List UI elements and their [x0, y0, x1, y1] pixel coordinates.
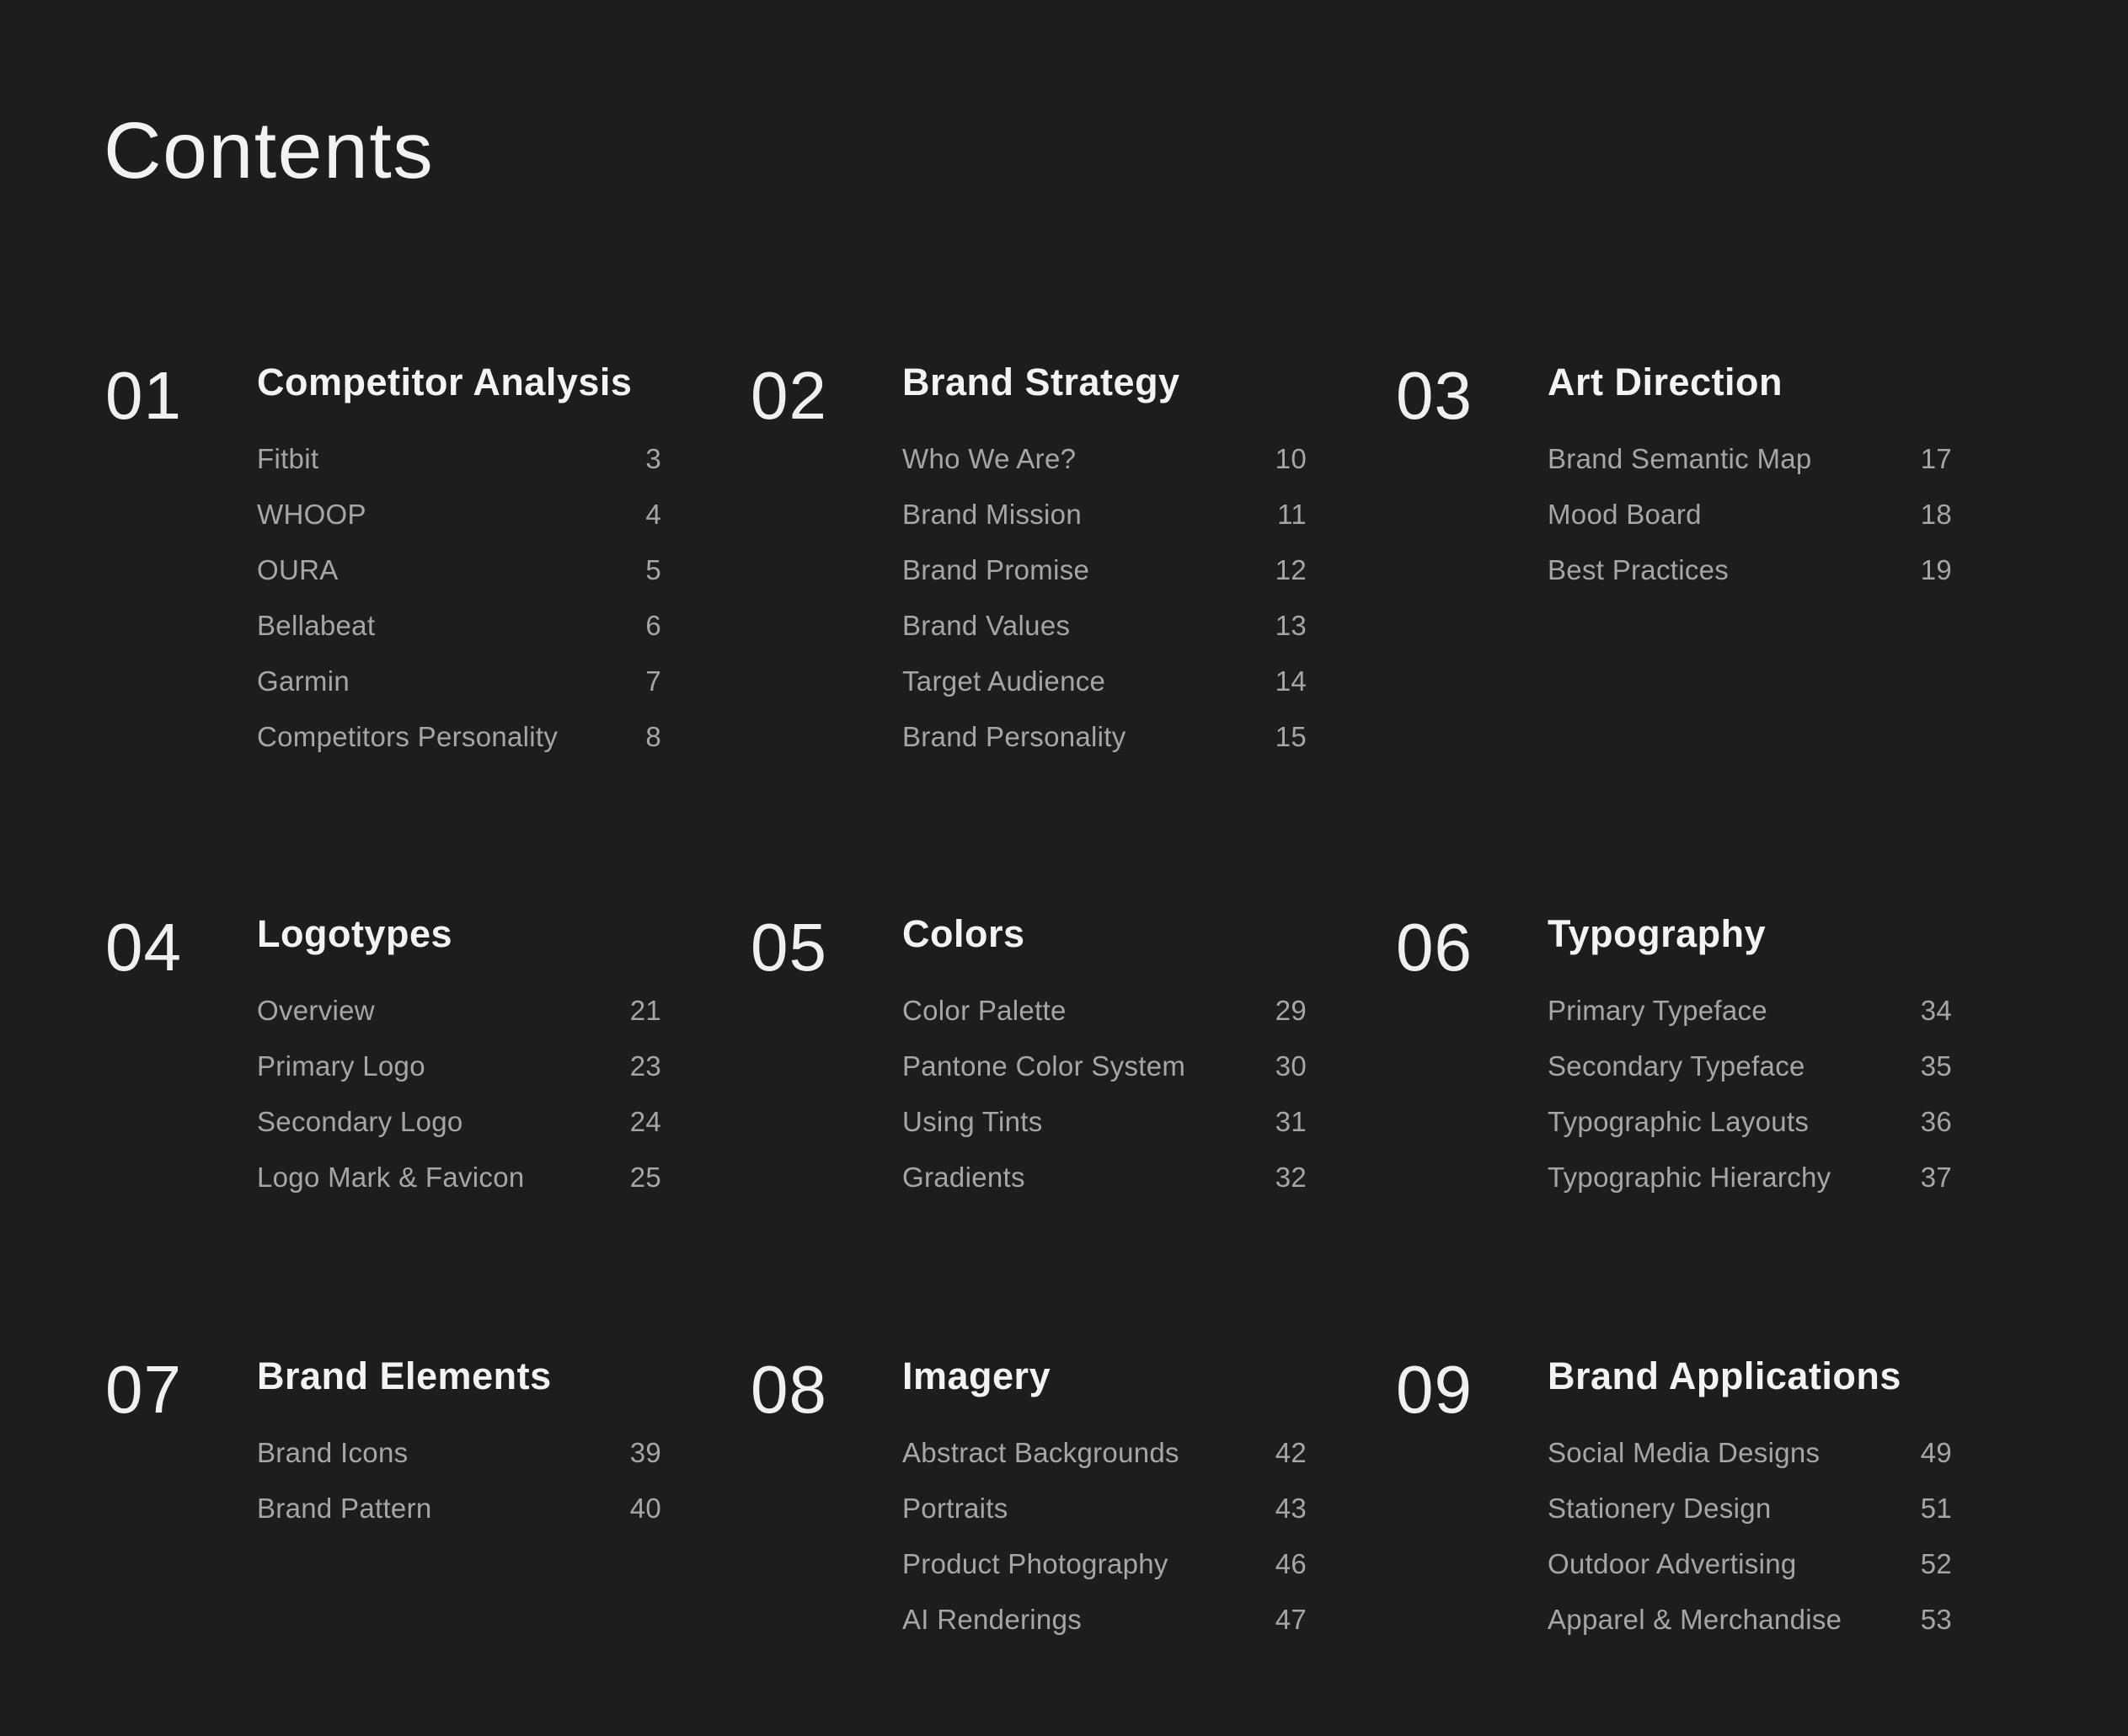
section-body	[257, 1356, 661, 1536]
toc-entry-label: Fitbit	[257, 443, 319, 474]
toc-entry[interactable]	[902, 542, 1307, 598]
toc-entry-label: Brand Icons	[257, 1437, 409, 1468]
toc-entry-page: 11	[1277, 499, 1307, 530]
section-number: 09	[1396, 1352, 1473, 1427]
toc-entry-label: Best Practices	[1548, 554, 1730, 585]
toc-entry-page: 23	[629, 1050, 661, 1082]
toc-entry-page: 51	[1920, 1493, 1952, 1524]
toc-entry-label: Garmin	[257, 665, 350, 697]
toc-entry-label: Brand Values	[902, 610, 1071, 641]
toc-section	[1396, 910, 2041, 1356]
toc-entry[interactable]	[902, 431, 1307, 487]
page-title: Contents	[104, 106, 435, 195]
toc-entry[interactable]	[902, 1481, 1307, 1536]
toc-entry-label: Primary Typeface	[1548, 995, 1767, 1026]
toc-entry-label: Outdoor Advertising	[1548, 1548, 1797, 1579]
toc-section	[105, 358, 751, 914]
toc-section	[751, 358, 1396, 914]
toc-entry-label: Brand Mission	[902, 499, 1082, 530]
toc-entry-page: 5	[645, 554, 661, 585]
section-item-list	[1548, 431, 1952, 598]
toc-entry-label: Gradients	[902, 1162, 1025, 1193]
toc-entry-page: 13	[1275, 610, 1307, 641]
toc-entry[interactable]	[257, 654, 661, 709]
toc-entry-label: Portraits	[902, 1493, 1008, 1524]
toc-entry[interactable]	[1548, 542, 1952, 598]
toc-entry-label: Social Media Designs	[1548, 1437, 1821, 1468]
toc-entry[interactable]	[257, 542, 661, 598]
section-number: 07	[105, 1352, 182, 1427]
toc-entry-label: Competitors Personality	[257, 721, 559, 752]
toc-entry[interactable]	[257, 709, 661, 765]
toc-entry[interactable]	[1548, 1425, 1952, 1481]
toc-entry-label: Using Tints	[902, 1106, 1043, 1137]
toc-entry-label: Mood Board	[1548, 499, 1702, 530]
toc-entry[interactable]	[257, 598, 661, 654]
toc-entry-page: 43	[1275, 1493, 1307, 1524]
toc-entry[interactable]	[902, 709, 1307, 765]
toc-entry[interactable]	[1548, 1039, 1952, 1094]
toc-entry[interactable]	[257, 487, 661, 542]
toc-entry[interactable]	[1548, 487, 1952, 542]
toc-section	[751, 1352, 1396, 1648]
toc-entry-label: Pantone Color System	[902, 1050, 1186, 1082]
toc-entry-label: Brand Semantic Map	[1548, 443, 1812, 474]
toc-entry[interactable]	[902, 983, 1307, 1039]
toc-entry[interactable]	[902, 487, 1307, 542]
toc-entry-page: 21	[629, 995, 661, 1026]
toc-entry[interactable]	[257, 1039, 661, 1094]
toc-entry-label: Logo Mark & Favicon	[257, 1162, 525, 1193]
toc-entry-page: 24	[629, 1106, 661, 1137]
toc-entry-label: WHOOP	[257, 499, 366, 530]
toc-entry-label: Apparel & Merchandise	[1548, 1604, 1842, 1635]
toc-entry[interactable]	[257, 431, 661, 487]
section-title: Typography	[1548, 912, 1767, 955]
section-number: 03	[1396, 358, 1473, 433]
toc-entry-label: Brand Promise	[902, 554, 1090, 585]
toc-entry-page: 40	[629, 1493, 661, 1524]
toc-entry-label: Typographic Layouts	[1548, 1106, 1810, 1137]
section-item-list	[257, 431, 661, 765]
section-item-list	[902, 1425, 1307, 1648]
section-title: Colors	[902, 912, 1025, 955]
toc-entry[interactable]	[902, 1150, 1307, 1205]
toc-entry[interactable]	[257, 1150, 661, 1205]
toc-entry-page: 25	[629, 1162, 661, 1193]
toc-entry[interactable]	[902, 1094, 1307, 1150]
toc-entry-page: 31	[1275, 1106, 1307, 1137]
section-number: 06	[1396, 910, 1473, 985]
section-title: Competitor Analysis	[257, 361, 633, 403]
toc-entry-page: 12	[1275, 554, 1307, 585]
toc-entry-page: 4	[645, 499, 661, 530]
section-number: 05	[751, 910, 827, 985]
section-body	[902, 1356, 1307, 1648]
toc-entry-page: 46	[1275, 1548, 1307, 1579]
section-body	[902, 362, 1307, 765]
toc-entry-label: Abstract Backgrounds	[902, 1437, 1179, 1468]
toc-entry[interactable]	[257, 983, 661, 1039]
toc-entry-label: Product Photography	[902, 1548, 1168, 1579]
toc-entry[interactable]	[257, 1481, 661, 1536]
toc-entry-label: Who We Are?	[902, 443, 1077, 474]
toc-entry-label: Secondary Logo	[257, 1106, 463, 1137]
toc-entry[interactable]	[902, 1536, 1307, 1592]
section-item-list	[257, 983, 661, 1205]
toc-entry-page: 52	[1920, 1548, 1952, 1579]
toc-entry-page: 10	[1275, 443, 1307, 474]
section-title: Logotypes	[257, 912, 453, 955]
toc-entry[interactable]	[902, 598, 1307, 654]
section-body	[1548, 1356, 1952, 1648]
toc-entry[interactable]	[1548, 431, 1952, 487]
toc-entry-page: 34	[1920, 995, 1952, 1026]
toc-section	[105, 910, 751, 1356]
toc-entry[interactable]	[1548, 1094, 1952, 1150]
section-title: Brand Applications	[1548, 1354, 1901, 1397]
toc-entry-page: 47	[1275, 1604, 1307, 1635]
toc-entry-label: Color Palette	[902, 995, 1067, 1026]
toc-entry[interactable]	[902, 1592, 1307, 1648]
section-number: 02	[751, 358, 827, 433]
section-body	[257, 362, 661, 765]
toc-entry-label: Stationery Design	[1548, 1493, 1772, 1524]
section-item-list	[1548, 983, 1952, 1205]
toc-section	[1396, 358, 2041, 914]
toc-entry-page: 36	[1920, 1106, 1952, 1137]
toc-entry-label: Typographic Hierarchy	[1548, 1162, 1831, 1193]
section-item-list	[902, 431, 1307, 765]
section-body	[902, 914, 1307, 1205]
toc-entry[interactable]	[257, 1425, 661, 1481]
toc-entry-page: 3	[645, 443, 661, 474]
toc-entry-label: Overview	[257, 995, 375, 1026]
toc-entry[interactable]	[1548, 1536, 1952, 1592]
section-item-list	[902, 983, 1307, 1205]
toc-entry[interactable]	[1548, 1150, 1952, 1205]
toc-entry-label: Brand Personality	[902, 721, 1126, 752]
toc-entry-label: Bellabeat	[257, 610, 376, 641]
section-number: 01	[105, 358, 182, 433]
toc-entry-page: 17	[1920, 443, 1952, 474]
toc-section	[105, 1352, 751, 1648]
toc-entry-label: Secondary Typeface	[1548, 1050, 1805, 1082]
toc-entry[interactable]	[1548, 1481, 1952, 1536]
toc-section	[1396, 1352, 2041, 1648]
toc-entry-page: 18	[1920, 499, 1952, 530]
toc-entry-page: 39	[629, 1437, 661, 1468]
section-body	[1548, 914, 1952, 1205]
toc-entry-label: Brand Pattern	[257, 1493, 432, 1524]
section-item-list	[257, 1425, 661, 1536]
toc-entry-label: AI Renderings	[902, 1604, 1083, 1635]
toc-entry-label: Primary Logo	[257, 1050, 425, 1082]
toc-entry-page: 6	[645, 610, 661, 641]
toc-entry-page: 42	[1275, 1437, 1307, 1468]
toc-entry-label: Target Audience	[902, 665, 1106, 697]
toc-entry[interactable]	[1548, 983, 1952, 1039]
section-title: Brand Strategy	[902, 361, 1180, 403]
section-title: Art Direction	[1548, 361, 1783, 403]
toc-entry-label: OURA	[257, 554, 339, 585]
toc-entry[interactable]	[902, 654, 1307, 709]
toc-entry[interactable]	[902, 1039, 1307, 1094]
toc-entry-page: 32	[1275, 1162, 1307, 1193]
toc-entry-page: 8	[645, 721, 661, 752]
toc-entry-page: 19	[1920, 554, 1952, 585]
toc-entry-page: 35	[1920, 1050, 1952, 1082]
toc-entry-page: 37	[1920, 1162, 1952, 1193]
toc-entry-page: 7	[645, 665, 661, 697]
section-title: Brand Elements	[257, 1354, 552, 1397]
toc-entry-page: 53	[1920, 1604, 1952, 1635]
section-body	[257, 914, 661, 1205]
toc-entry-page: 29	[1275, 995, 1307, 1026]
section-number: 04	[105, 910, 182, 985]
toc-section	[751, 910, 1396, 1356]
toc-entry[interactable]	[902, 1425, 1307, 1481]
toc-entry-page: 14	[1275, 665, 1307, 697]
section-title: Imagery	[902, 1354, 1051, 1397]
section-number: 08	[751, 1352, 827, 1427]
toc-entry-page: 49	[1920, 1437, 1952, 1468]
toc-entry-page: 15	[1275, 721, 1307, 752]
section-item-list	[1548, 1425, 1952, 1648]
toc-entry-page: 30	[1275, 1050, 1307, 1082]
contents-grid	[105, 358, 2041, 1648]
toc-entry[interactable]	[257, 1094, 661, 1150]
toc-entry[interactable]	[1548, 1592, 1952, 1648]
section-body	[1548, 362, 1952, 598]
